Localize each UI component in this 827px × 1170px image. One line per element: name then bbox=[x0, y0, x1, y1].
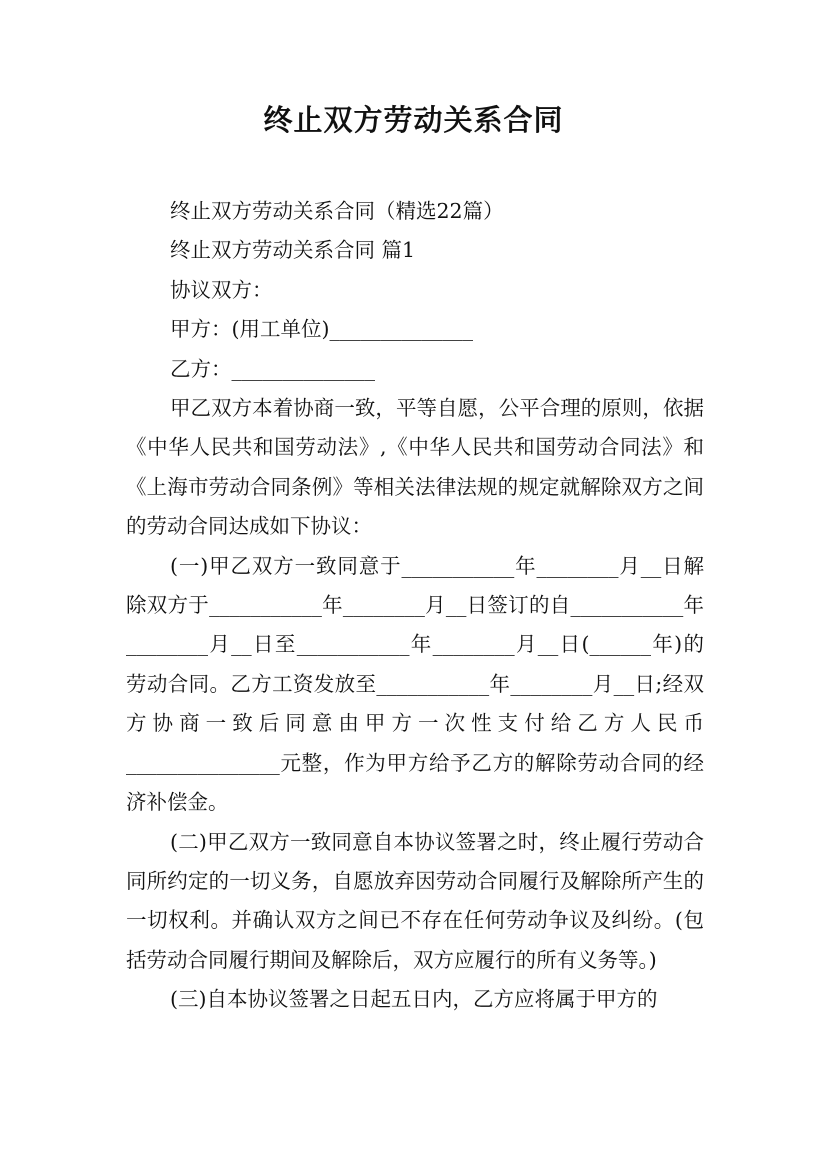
preamble-paragraph: 甲乙双方本着协商一致，平等自愿，公平合理的原则，依据《中华人民共和国劳动法》,《中华人民共和国劳动合同法》和《上海市劳动合同条例》等相关法律法规的规定就解除双方之间的劳动合同达成如下协议： bbox=[126, 396, 704, 539]
party-b-line: 乙方：______________ bbox=[170, 356, 375, 381]
parties-label: 协议双方： bbox=[170, 277, 273, 302]
subtitle-line: 终止双方劳动关系合同（精选22篇） bbox=[170, 199, 504, 223]
clause-1-paragraph: (一)甲乙双方一致同意于___________年________月__日解除双方于___________年________月__日签订的自___________年________月__日至___________年________月__日(______年)的劳动合同。乙方工资发放至___________年________月__日;经双方协商一致后同意由甲方一次性支付给乙方人民币_______________元整，作为甲方给予乙方的解除劳动合同的经济补偿金。 bbox=[126, 553, 704, 815]
document-title: 终止双方劳动关系合同 bbox=[263, 103, 564, 137]
party-a-line: 甲方：(用工单位)______________ bbox=[170, 317, 473, 342]
clause-3-paragraph: (三)自本协议签署之日起五日内，乙方应将属于甲方的 bbox=[170, 987, 658, 1012]
document-body bbox=[126, 192, 704, 1020]
clause-2-paragraph: (二)甲乙双方一致同意自本协议签署之时，终止履行劳动合同所约定的一切义务，自愿放弃因劳动合同履行及解除所产生的一切权利。并确认双方之间已不存在任何劳动争议及纠纷。(包括劳动合同履行期间及解除后，双方应履行的所有义务等。) bbox=[126, 829, 704, 972]
section-heading: 终止双方劳动关系合同 篇1 bbox=[170, 238, 416, 263]
